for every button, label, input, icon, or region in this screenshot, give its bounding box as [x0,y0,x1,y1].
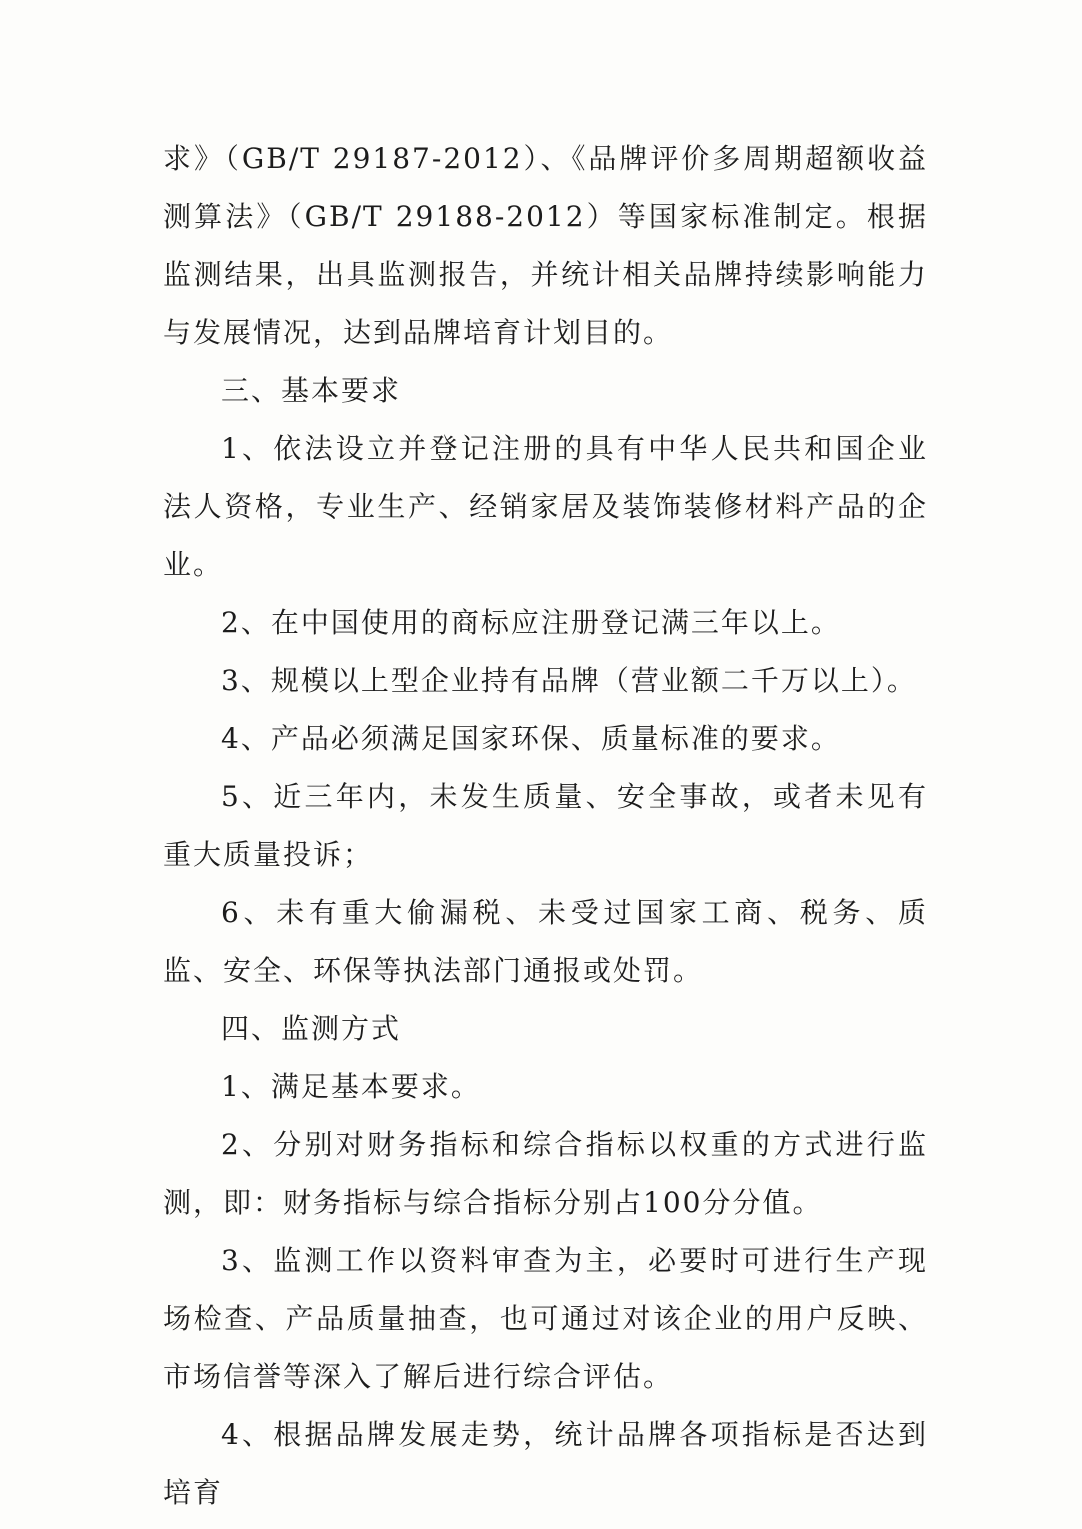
document-body [163,130,928,1522]
section-heading-basic-requirements: 三、基本要求 [221,374,402,407]
requirement-item-1: 1、依法设立并登记注册的具有中华人民共和国企业法人资格，专业生产、经销家居及装饰装修材料产品的企业。 [163,432,928,581]
requirement-item-2: 2、在中国使用的商标应注册登记满三年以上。 [221,606,841,639]
requirement-item-3: 3、规模以上型企业持有品牌（营业额二千万以上）。 [221,664,917,697]
section-heading-monitoring-method: 四、监测方式 [221,1012,402,1045]
method-item-1: 1、满足基本要求。 [221,1070,481,1103]
requirement-item-4: 4、产品必须满足国家环保、质量标准的要求。 [221,722,841,755]
method-item-2: 2、分别对财务指标和综合指标以权重的方式进行监测，即：财务指标与综合指标分别占100分分值。 [163,1128,928,1219]
paragraph-standards-continuation: 求》（GB/T 29187-2012）、《品牌评价多周期超额收益测算法》（GB/T 29188-2012）等国家标准制定。根据监测结果，出具监测报告，并统计相关品牌持续影响能力与发展情况，达到品牌培育计划目的。 [163,142,928,349]
method-item-4: 4、根据品牌发展走势，统计品牌各项指标是否达到培育 [163,1418,928,1509]
method-item-3: 3、监测工作以资料审查为主，必要时可进行生产现场检查、产品质量抽查，也可通过对该企业的用户反映、市场信誉等深入了解后进行综合评估。 [163,1244,928,1393]
requirement-item-5: 5、近三年内，未发生质量、安全事故，或者未见有重大质量投诉； [163,780,928,871]
requirement-item-6: 6、未有重大偷漏税、未受过国家工商、税务、质监、安全、环保等执法部门通报或处罚。 [163,896,928,987]
